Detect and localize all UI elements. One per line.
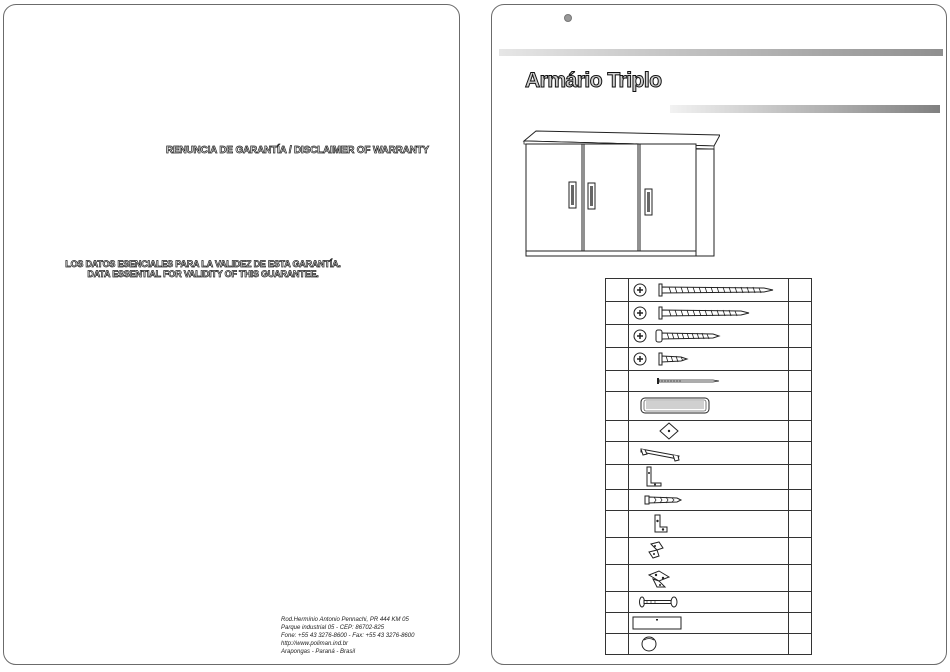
title-gradient-bar: [670, 105, 940, 113]
part-code-cell: [606, 371, 629, 392]
screw-icon: [629, 302, 789, 325]
table-row: [606, 634, 812, 655]
cabinet-illustration: [520, 127, 720, 259]
foot-cap-icon: [629, 634, 789, 655]
table-row: [606, 302, 812, 325]
part-qty-cell: [789, 634, 812, 655]
part-qty-cell: [789, 302, 812, 325]
table-row: [606, 465, 812, 490]
table-row: [606, 421, 812, 442]
part-qty-cell: [789, 538, 812, 565]
parts-table: [605, 278, 812, 655]
small-screw-icon: [629, 348, 789, 371]
table-row: [606, 371, 812, 392]
address-line: Arapongas - Paraná - Brasil: [281, 649, 356, 655]
header-gradient-bar: [499, 49, 943, 56]
cam-lock-disc-icon: [629, 421, 789, 442]
short-screw-icon: [629, 325, 789, 348]
part-qty-cell: [789, 421, 812, 442]
product-title: Armário Triplo: [525, 69, 662, 92]
part-code-cell: [606, 565, 629, 592]
disclaimer-heading: RENUNCIA DE GARANTÍA / DISCLAIMER OF WARRANTY: [166, 145, 430, 156]
binder-hole-icon: [564, 14, 572, 22]
part-code-cell: [606, 392, 629, 421]
shelf-bracket-icon: [629, 465, 789, 490]
part-qty-cell: [789, 325, 812, 348]
address-block: [281, 616, 414, 656]
table-row: [606, 279, 812, 302]
plate-icon: [629, 613, 789, 634]
address-line: Parque industrial 05 - CEP: 86702-825: [281, 625, 385, 631]
part-qty-cell: [789, 348, 812, 371]
page-left: [3, 4, 460, 665]
part-qty-cell: [789, 565, 812, 592]
part-code-cell: [606, 325, 629, 348]
address-line: Fone: +55 43 3276-8600 - Fax: +55 43 3276-8600: [281, 633, 415, 639]
essentials-heading-es: LOS DATOS ESENCIALES PARA LA VALIDEZ DE ESTA GARANTÍA.: [65, 259, 341, 269]
corner-bracket-icon: [629, 511, 789, 538]
part-qty-cell: [789, 490, 812, 511]
table-row: [606, 538, 812, 565]
part-code-cell: [606, 279, 629, 302]
table-row: [606, 325, 812, 348]
part-qty-cell: [789, 371, 812, 392]
table-row: [606, 511, 812, 538]
hinge-icon: [629, 565, 789, 592]
part-code-cell: [606, 442, 629, 465]
table-row: [606, 592, 812, 613]
address-line: http://www.poliman.ind.br: [281, 641, 349, 647]
address-line: Rod.Hermínio Antonio Pennachi, PR 444 KM 05: [281, 617, 409, 623]
part-code-cell: [606, 348, 629, 371]
part-qty-cell: [789, 442, 812, 465]
part-qty-cell: [789, 465, 812, 490]
table-row: [606, 490, 812, 511]
part-qty-cell: [789, 392, 812, 421]
door-handle-icon: [629, 442, 789, 465]
essentials-heading-en: DATA ESSENTIAL FOR VALIDITY OF THIS GUARANTEE.: [87, 269, 319, 279]
part-qty-cell: [789, 511, 812, 538]
page-right: [491, 4, 947, 665]
nail-icon: [629, 371, 789, 392]
part-code-cell: [606, 538, 629, 565]
part-qty-cell: [789, 613, 812, 634]
part-code-cell: [606, 511, 629, 538]
part-code-cell: [606, 302, 629, 325]
table-row: [606, 392, 812, 421]
cam-bolt-icon: [629, 592, 789, 613]
table-row: [606, 565, 812, 592]
part-code-cell: [606, 490, 629, 511]
part-code-cell: [606, 613, 629, 634]
long-screw-icon: [629, 279, 789, 302]
table-row: [606, 348, 812, 371]
part-code-cell: [606, 592, 629, 613]
table-row: [606, 613, 812, 634]
part-code-cell: [606, 465, 629, 490]
part-qty-cell: [789, 592, 812, 613]
small-hinge-icon: [629, 538, 789, 565]
table-row: [606, 442, 812, 465]
part-code-cell: [606, 421, 629, 442]
part-qty-cell: [789, 279, 812, 302]
wall-plug-icon: [629, 490, 789, 511]
rail-profile-icon: [629, 392, 789, 421]
part-code-cell: [606, 634, 629, 655]
